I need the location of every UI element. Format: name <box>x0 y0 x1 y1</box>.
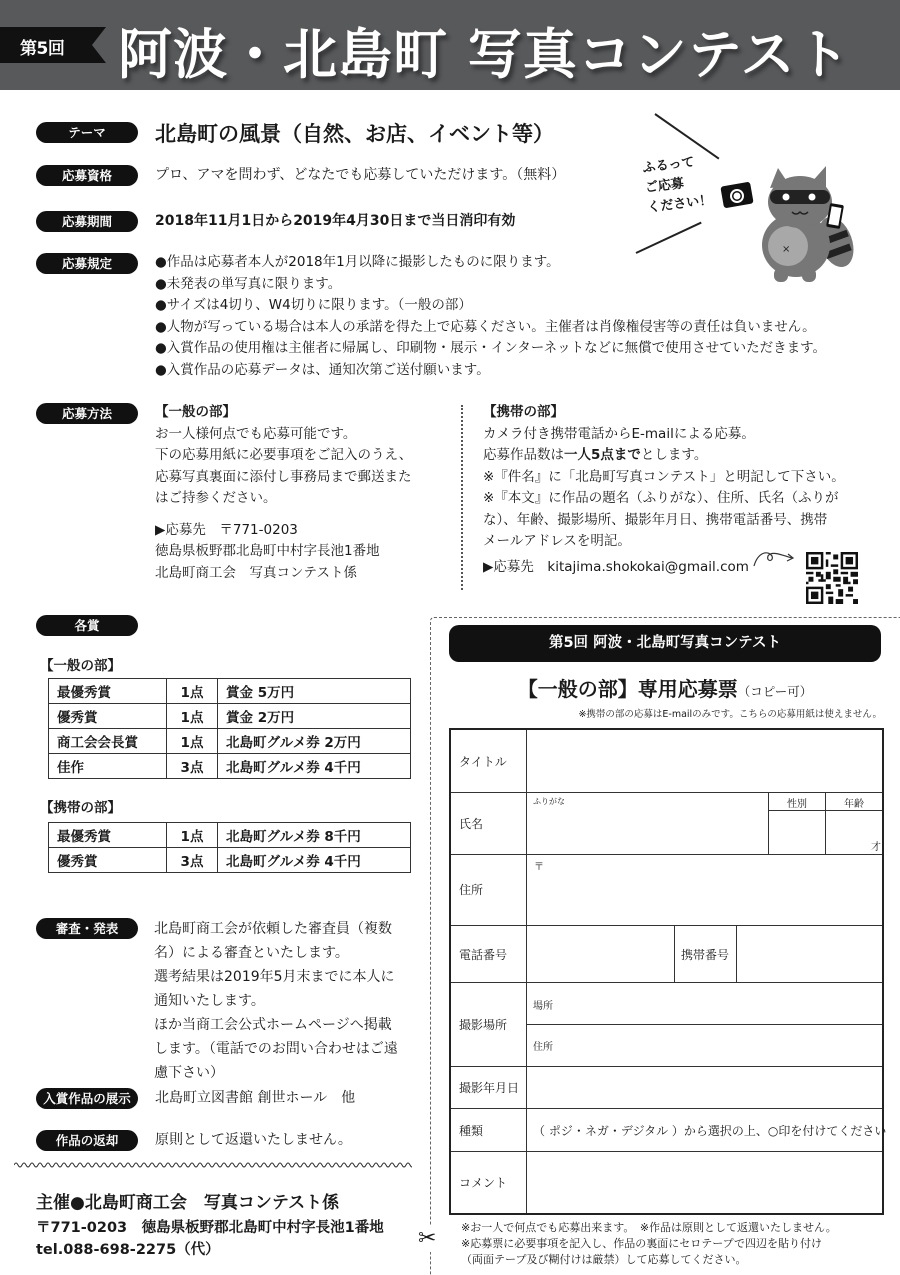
prizes-general-heading: 【一般の部】 <box>40 658 121 674</box>
method-mobile-limit <box>483 445 845 467</box>
type-options[interactable]: （ ポジ・ネガ・デジタル ）から選択の上、○印を付けてください <box>533 1124 887 1138</box>
table-row <box>49 704 411 729</box>
form-footnote: ※応募票に必要事項を記入し、作品の裏面にセロテープで四辺を貼り付け <box>461 1237 822 1250</box>
phone-input[interactable] <box>528 927 674 982</box>
organizer-address: 〒771-0203 徳島県板野郡北島町中村字長池1番地 <box>36 1220 384 1236</box>
address-input[interactable] <box>528 856 882 925</box>
rules-label: 応募規定 <box>36 253 138 274</box>
prize-name: 佳作 <box>49 754 167 779</box>
entry-form <box>449 728 887 1215</box>
prize-name: 商工会会長賞 <box>49 729 167 754</box>
header-banner <box>0 0 900 90</box>
prize-name: 最優秀賞 <box>49 823 167 848</box>
method-general-line: お一人様何点でも応募可能です。 <box>155 425 357 442</box>
eligibility-text: プロ、アマを問わず、どなたでも応募していただけます。（無料） <box>155 167 566 183</box>
judging-line: 選考結果は2019年5月末までに本人に <box>154 969 395 985</box>
method-general-line: はご持参ください。 <box>155 490 277 506</box>
prize-name: 最優秀賞 <box>49 679 167 704</box>
period-text: 2018年11月1日から2019年4月30日まで当日消印有効 <box>155 213 516 229</box>
prize-count: 1点 <box>167 729 218 754</box>
form-label-mobile: 携帯番号 <box>681 948 730 962</box>
speech-line-2: ご応募 <box>644 176 685 196</box>
prize-count: 1点 <box>167 704 218 729</box>
prize-value: 賞金 2万円 <box>218 704 411 729</box>
rule-item: ●人物が写っている場合は本人の承諾を得た上で応募ください。主催者は肖像権侵害等の責任は負いません。 <box>155 318 816 335</box>
furigana-label: ふりがな <box>533 797 565 806</box>
prize-value: 北島町グルメ券 4千円 <box>218 848 411 873</box>
mobile-input[interactable] <box>738 927 882 982</box>
table-row <box>49 729 411 754</box>
method-mobile-line: ※『件名』に「北島町写真コンテスト」と明記して下さい。 <box>483 468 845 485</box>
method-mobile-line: メールアドレスを明記。 <box>483 533 631 549</box>
form-label-address: 住所 <box>459 883 484 897</box>
prize-value: 北島町グルメ券 4千円 <box>218 754 411 779</box>
table-row <box>49 823 411 848</box>
postal-mark: 〒 <box>534 862 544 873</box>
method-divider <box>461 405 463 590</box>
method-general-heading: 【一般の部】 <box>155 404 236 420</box>
form-label-comment: コメント <box>459 1176 508 1190</box>
method-mobile-line: ※『本文』に作品の題名（ふりがな）、住所、氏名（ふりが <box>483 490 839 506</box>
age-unit: 才 <box>871 842 881 853</box>
prize-name: 優秀賞 <box>49 704 167 729</box>
form-footnote: （両面テープ及び糊付けは厳禁）して応募してください。 <box>461 1253 747 1266</box>
scissors-icon: ✂ <box>418 1226 437 1251</box>
judging-text <box>154 917 398 1085</box>
name-input[interactable] <box>528 794 768 854</box>
limit-post: とします。 <box>640 447 708 463</box>
limit-bold: 一人5点まで <box>564 447 641 463</box>
table-row <box>49 679 411 704</box>
rule-item: ●入賞作品の使用権は主催者に帰属し、印刷物・展示・インターネットなどに無償で使用させていただきます。 <box>155 340 826 356</box>
method-mobile-email[interactable]: ▶応募先 kitajima.shokokai@gmail.com <box>483 558 749 575</box>
prize-count: 1点 <box>167 679 218 704</box>
theme-label: テーマ <box>36 122 138 143</box>
prizes-label: 各賞 <box>36 615 138 636</box>
judging-line: します。（電話でのお問い合わせはご遠 <box>154 1041 398 1057</box>
form-label-date: 撮影年月日 <box>459 1081 520 1095</box>
method-mobile-line: カメラ付き携帯電話からE-mailによる応募。 <box>483 425 755 442</box>
form-header: 第5回 阿波・北島町写真コンテスト <box>449 625 881 662</box>
exhibition-label: 入賞作品の展示 <box>36 1088 138 1109</box>
curly-arrow-icon <box>752 548 798 568</box>
form-label-type: 種類 <box>459 1124 484 1138</box>
judging-label: 審査・発表 <box>36 918 138 939</box>
prizes-mobile-heading: 【携帯の部】 <box>40 800 121 816</box>
mascot-speech <box>642 151 714 218</box>
prize-count: 1点 <box>167 823 218 848</box>
gender-label: 性別 <box>787 799 807 810</box>
return-label: 作品の返却 <box>36 1130 138 1151</box>
table-row <box>49 848 411 873</box>
return-text: 原則として返還いたしません。 <box>155 1132 352 1148</box>
speech-line-3: ください！ <box>646 192 714 216</box>
limit-pre: 応募作品数は <box>483 447 564 463</box>
form-footnotes <box>461 1220 837 1268</box>
organizer: 主催●北島町商工会 写真コンテスト係 <box>36 1193 340 1213</box>
prize-name: 優秀賞 <box>49 848 167 873</box>
svg-text:×: × <box>782 244 791 255</box>
judging-line: 慮下さい） <box>154 1065 224 1081</box>
method-mobile-line: な）、年齢、撮影場所、撮影年月日、携帯電話番号、携帯 <box>483 511 828 528</box>
form-title <box>449 673 881 702</box>
judging-line: 北島町商工会が依頼した審査員（複数 <box>154 921 392 937</box>
form-footnote: ※お一人で何点でも応募出来ます。 ※作品は原則として返還いたしません。 <box>461 1221 837 1234</box>
organizer-contact <box>36 1217 384 1261</box>
form-label-name: 氏名 <box>459 817 484 831</box>
title-input[interactable] <box>528 730 882 792</box>
form-note: ※携帯の部の応募はE-mailのみです。こちらの応募用紙は使えません。 <box>578 709 882 720</box>
method-mobile-heading: 【携帯の部】 <box>483 404 564 420</box>
location-place-input[interactable] <box>561 984 882 1024</box>
prize-value: 北島町グルメ券 2万円 <box>218 729 411 754</box>
prize-value: 北島町グルメ券 8千円 <box>218 823 411 848</box>
edition-ribbon <box>0 27 92 63</box>
wavy-divider <box>14 1160 412 1170</box>
method-general-line: 下の応募用紙に必要事項をご記入のうえ、 <box>155 447 413 463</box>
exhibition-text: 北島町立図書館 創世ホール 他 <box>155 1090 356 1106</box>
period-label: 応募期間 <box>36 211 138 232</box>
judging-line: ほか当商工会公式ホームページへ掲載 <box>154 1017 392 1033</box>
prizes-mobile-table <box>48 822 411 873</box>
method-general-line: 応募写真裏面に添付し事務局まで郵送また <box>155 468 412 485</box>
prize-count: 3点 <box>167 848 218 873</box>
method-general-address: 徳島県板野郡北島町中村字長池1番地 <box>155 543 380 559</box>
gender-input[interactable] <box>770 812 824 854</box>
judging-line: 通知いたします。 <box>154 993 265 1009</box>
rules-list <box>155 252 826 381</box>
organizer-tel[interactable]: tel.088-698-2275（代） <box>36 1242 220 1258</box>
edition-label: 第5回 <box>20 39 65 59</box>
form-label-phone: 電話番号 <box>459 948 508 962</box>
qr-code-icon[interactable] <box>806 552 858 604</box>
rule-item: ●作品は応募者本人が2018年1月以降に撮影したものに限ります。 <box>155 254 560 270</box>
method-general-address: 北島町商工会 写真コンテスト係 <box>155 564 357 581</box>
form-title-main: 【一般の部】専用応募票 <box>517 677 738 701</box>
prize-count: 3点 <box>167 754 218 779</box>
location-address-input[interactable] <box>561 1026 882 1066</box>
prize-value: 賞金 5万円 <box>218 679 411 704</box>
date-input[interactable] <box>528 1068 882 1108</box>
form-col-divider <box>526 730 527 1213</box>
method-general-address: ▶応募先 〒771-0203 <box>155 521 298 538</box>
speech-line-1: ふるって <box>641 154 696 177</box>
rule-item: ●未発表の単写真に限ります。 <box>155 275 342 292</box>
location-address-label: 住所 <box>533 1042 553 1053</box>
theme-text: 北島町の風景（自然、お店、イベント等） <box>155 122 554 146</box>
prizes-general-table <box>48 678 411 779</box>
judging-line: 名）による審査といたします。 <box>154 945 349 961</box>
page-title: 阿波・北島町 写真コンテスト <box>118 23 851 86</box>
form-label-title: タイトル <box>459 755 507 769</box>
eligibility-label: 応募資格 <box>36 165 138 186</box>
rule-item: ●入賞作品の応募データは、通知次第ご送付願います。 <box>155 361 490 378</box>
rule-item: ●サイズは4切り、W4切りに限ります。（一般の部） <box>155 297 472 313</box>
method-general <box>155 402 412 584</box>
table-row <box>49 754 411 779</box>
comment-input[interactable] <box>528 1153 882 1213</box>
form-label-location: 撮影場所 <box>459 1018 508 1032</box>
form-title-note: （コピー可） <box>737 684 813 699</box>
location-place-label: 場所 <box>533 1001 553 1012</box>
speech-line-bottom <box>636 222 702 254</box>
age-label: 年齢 <box>844 799 864 810</box>
method-label: 応募方法 <box>36 403 138 424</box>
